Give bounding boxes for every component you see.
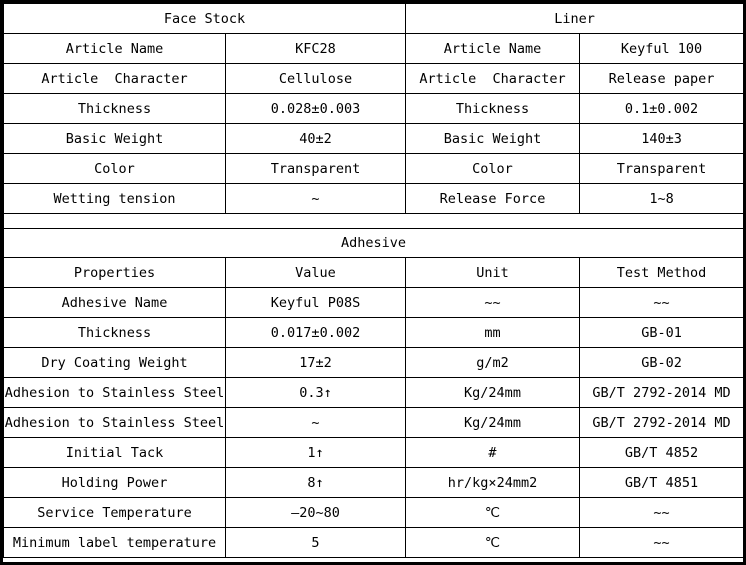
liner-value: 140±3: [580, 124, 744, 154]
adhesive-value: 0.3↑: [226, 378, 406, 408]
adhesive-unit: Kg/24mm: [406, 378, 580, 408]
adhesive-title: Adhesive: [4, 229, 744, 258]
adhesive-property: Service Temperature: [4, 498, 226, 528]
adhesive-unit: #: [406, 438, 580, 468]
adhesive-value: Keyful P08S: [226, 288, 406, 318]
adhesive-method: ~~: [580, 528, 744, 558]
table-row: [4, 498, 744, 528]
table-row: [4, 528, 744, 558]
table-row: [4, 408, 744, 438]
liner-label: Thickness: [406, 94, 580, 124]
section-header-row: [4, 4, 744, 34]
face-stock-label: Wetting tension: [4, 184, 226, 214]
adhesive-method: GB/T 4852: [580, 438, 744, 468]
adhesive-value: ~: [226, 408, 406, 438]
liner-value: Transparent: [580, 154, 744, 184]
spec-table: [3, 3, 744, 558]
adhesive-unit: ~~: [406, 288, 580, 318]
table-row: [4, 318, 744, 348]
adhesive-unit: ℃: [406, 498, 580, 528]
adhesive-property: Thickness: [4, 318, 226, 348]
adhesive-value: 17±2: [226, 348, 406, 378]
table-row: [4, 288, 744, 318]
adhesive-value: 8↑: [226, 468, 406, 498]
adhesive-value: 1↑: [226, 438, 406, 468]
adhesive-property: Adhesive Name: [4, 288, 226, 318]
adhesive-unit: hr/kg×24mm2: [406, 468, 580, 498]
column-header-properties: Properties: [4, 258, 226, 288]
adhesive-property: Initial Tack: [4, 438, 226, 468]
liner-label: Article Name: [406, 34, 580, 64]
liner-value: Release paper: [580, 64, 744, 94]
column-header-value: Value: [226, 258, 406, 288]
adhesive-value: 5: [226, 528, 406, 558]
adhesive-method: ~~: [580, 498, 744, 528]
adhesive-title-row: [4, 229, 744, 258]
liner-value: Keyful 100: [580, 34, 744, 64]
adhesive-method: GB-01: [580, 318, 744, 348]
face-stock-value: Cellulose: [226, 64, 406, 94]
adhesive-method: ~~: [580, 288, 744, 318]
spacer-row: [4, 214, 744, 229]
table-row: [4, 468, 744, 498]
table-row: [4, 438, 744, 468]
adhesive-property: Adhesion to Stainless Steel: [4, 378, 226, 408]
adhesive-method: GB-02: [580, 348, 744, 378]
table-row: [4, 154, 744, 184]
table-row: [4, 94, 744, 124]
face-stock-label: Basic Weight: [4, 124, 226, 154]
face-stock-label: Article Character: [4, 64, 226, 94]
liner-label: Article Character: [406, 64, 580, 94]
adhesive-unit: mm: [406, 318, 580, 348]
adhesive-value: —20~80: [226, 498, 406, 528]
face-stock-value: 40±2: [226, 124, 406, 154]
face-stock-value: ~: [226, 184, 406, 214]
liner-value: 1~8: [580, 184, 744, 214]
adhesive-method: GB/T 2792-2014 MD: [580, 408, 744, 438]
table-row: [4, 184, 744, 214]
adhesive-method: GB/T 4851: [580, 468, 744, 498]
adhesive-unit: g/m2: [406, 348, 580, 378]
liner-label: Release Force: [406, 184, 580, 214]
adhesive-value: 0.017±0.002: [226, 318, 406, 348]
face-stock-value: Transparent: [226, 154, 406, 184]
liner-label: Color: [406, 154, 580, 184]
table-row: [4, 378, 744, 408]
face-stock-label: Color: [4, 154, 226, 184]
adhesive-unit: ℃: [406, 528, 580, 558]
adhesive-property: Dry Coating Weight: [4, 348, 226, 378]
table-row: [4, 64, 744, 94]
face-stock-title: Face Stock: [4, 4, 406, 34]
face-stock-value: 0.028±0.003: [226, 94, 406, 124]
adhesive-property: Holding Power: [4, 468, 226, 498]
liner-title: Liner: [406, 4, 744, 34]
adhesive-header-row: [4, 258, 744, 288]
column-header-unit: Unit: [406, 258, 580, 288]
face-stock-value: KFC28: [226, 34, 406, 64]
liner-label: Basic Weight: [406, 124, 580, 154]
adhesive-unit: Kg/24mm: [406, 408, 580, 438]
adhesive-property: Adhesion to Stainless Steel: [4, 408, 226, 438]
liner-value: 0.1±0.002: [580, 94, 744, 124]
column-header-test-method: Test Method: [580, 258, 744, 288]
adhesive-method: GB/T 2792-2014 MD: [580, 378, 744, 408]
table-row: [4, 124, 744, 154]
table-row: [4, 34, 744, 64]
face-stock-label: Thickness: [4, 94, 226, 124]
table-row: [4, 348, 744, 378]
spacer-cell: [4, 214, 744, 229]
face-stock-label: Article Name: [4, 34, 226, 64]
adhesive-property: Minimum label temperature: [4, 528, 226, 558]
